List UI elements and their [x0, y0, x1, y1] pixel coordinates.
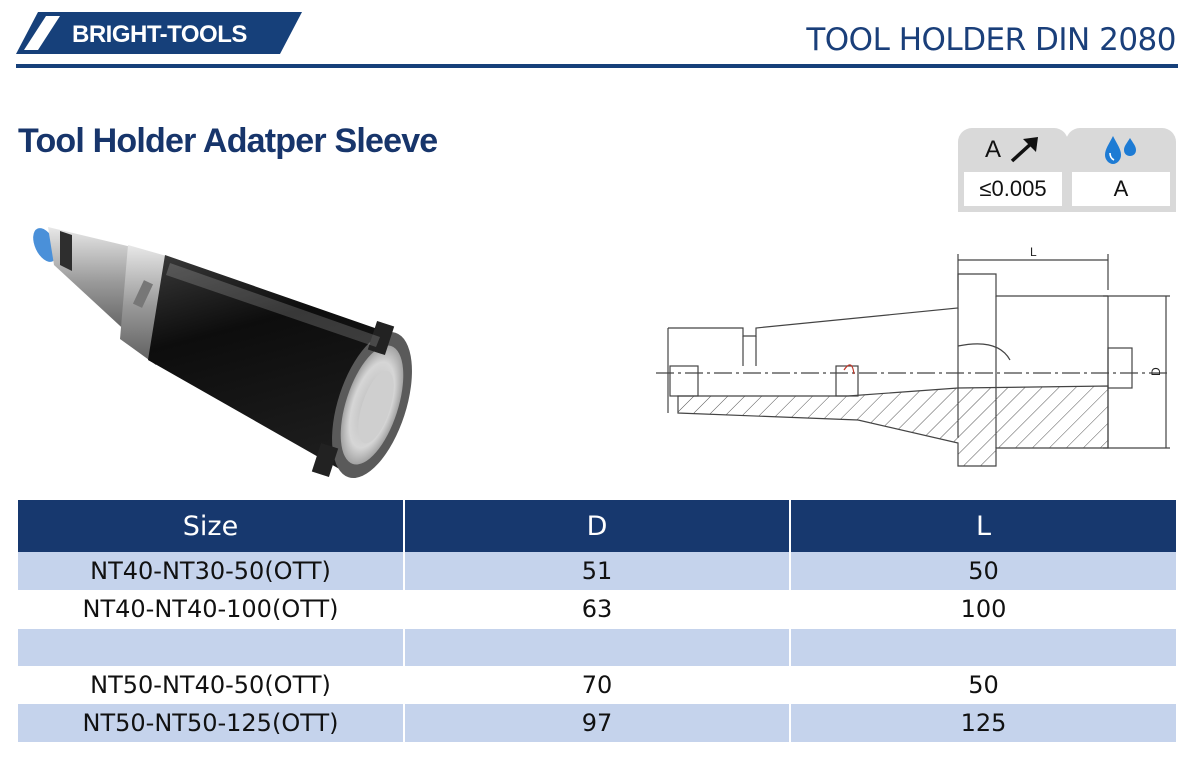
- header-divider: [16, 64, 1178, 68]
- arrow-diagonal-icon: [1009, 136, 1041, 164]
- runout-value: ≤0.005: [964, 172, 1062, 206]
- runout-badge-header: [958, 128, 1068, 172]
- column-header-l: L: [790, 500, 1176, 552]
- table-row: [18, 704, 1176, 742]
- page-title: Tool Holder Adatper Sleeve: [18, 122, 438, 160]
- dimension-l-label: L: [1030, 245, 1037, 259]
- cell-d: 63: [404, 590, 790, 628]
- column-header-size: Size: [18, 500, 404, 552]
- runout-accuracy-badge: [958, 128, 1068, 212]
- cell-d: 51: [404, 552, 790, 590]
- cell-l: 125: [790, 704, 1176, 742]
- cell-l: 100: [790, 590, 1176, 628]
- column-header-d: D: [404, 500, 790, 552]
- table-row: [18, 628, 1176, 666]
- cell-d: [404, 628, 790, 666]
- coolant-value: A: [1072, 172, 1170, 206]
- cell-l: 50: [790, 666, 1176, 704]
- brand-name: BRIGHT-TOOLS: [72, 21, 247, 48]
- technical-drawing: [648, 238, 1183, 470]
- table-row: [18, 590, 1176, 628]
- brand-logo: [16, 12, 302, 54]
- cell-size: NT50-NT50-125(OTT): [18, 704, 404, 742]
- dimension-d-label: D: [1149, 367, 1163, 376]
- table-row: [18, 666, 1176, 704]
- cell-size: NT50-NT40-50(OTT): [18, 666, 404, 704]
- cell-size: [18, 628, 404, 666]
- catalog-section-title: TOOL HOLDER DIN 2080: [806, 22, 1176, 58]
- cell-d: 97: [404, 704, 790, 742]
- runout-label: A: [984, 136, 1001, 163]
- cell-size: NT40-NT40-100(OTT): [18, 590, 404, 628]
- coolant-badge: [1066, 128, 1176, 212]
- coolant-badge-header: [1066, 128, 1176, 172]
- cell-l: [790, 628, 1176, 666]
- cell-size: NT40-NT30-50(OTT): [18, 552, 404, 590]
- coolant-drops-icon: [1101, 134, 1141, 166]
- size-table: [18, 500, 1176, 742]
- table-row: [18, 552, 1176, 590]
- cell-d: 70: [404, 666, 790, 704]
- table-header-row: [18, 500, 1176, 552]
- product-photo: [20, 205, 440, 495]
- cell-l: 50: [790, 552, 1176, 590]
